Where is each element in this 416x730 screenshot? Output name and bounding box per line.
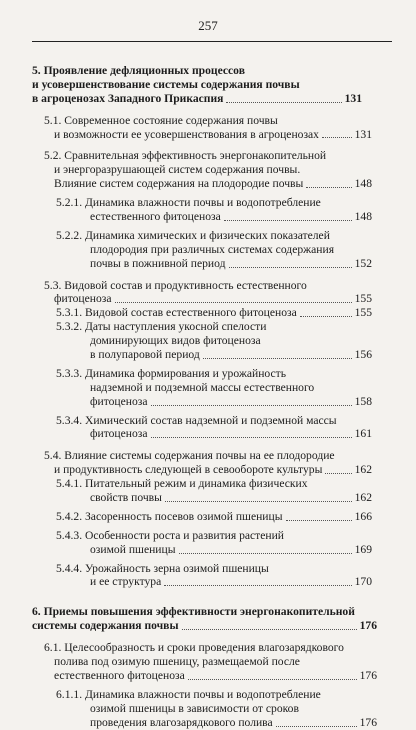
toc-entry-line [56,229,372,243]
toc-entry [32,64,362,106]
toc-entry-text: фитоценоза [54,292,112,306]
toc-page-number: 131 [344,91,362,105]
toc-entry-text: Влияние систем содержания на плодородие почвы [54,177,304,191]
toc-entry-text: плодородия при различных системах содержания [90,242,335,256]
toc-entry [56,306,372,320]
toc-entry [56,229,372,271]
toc-entry-text: 5.3.1. Видовой состав естественного фитоценоза [56,306,297,320]
toc-entry-last-line [56,716,377,730]
toc-entry [56,477,372,505]
dot-leader [224,220,352,221]
dot-leader [300,316,352,317]
table-of-contents [32,64,394,730]
toc-entry-text: и ее структура [90,575,162,589]
dot-leader [286,520,352,521]
toc-page-number: 176 [359,619,377,633]
toc-entry [56,320,372,362]
toc-entry-text: 5.4.1. Питательный режим и динамика физических [56,477,308,491]
toc-entry-text: естественного фитоценоза [90,210,221,223]
toc-entry-text: почвы в пожнивной период [90,256,226,270]
toc-entry-line [44,149,372,163]
toc-entry [56,688,377,730]
toc-entry-text: и энергоразрушающей систем содержания почвы. [54,163,301,177]
toc-entry-text: 6.1. Целесообразность и сроки проведения влагозарядкового [44,641,344,655]
toc-entry [56,414,372,442]
dot-leader [165,501,352,502]
toc-entry-last-line [56,427,372,441]
dot-leader [179,553,352,554]
toc-entry-text: проведения влагозарядкового полива [90,715,273,729]
toc-entry [32,605,377,633]
toc-entry [56,529,372,557]
toc-entry-line [56,320,372,334]
toc-page-number: 162 [354,463,372,477]
toc-entry-line [32,64,362,78]
toc-entry-text: 6. Приемы повышения эффективности энергонакопительной [32,605,355,619]
toc-page-number: 148 [354,177,372,191]
toc-entry-text: озимой пшеницы [90,542,176,556]
toc-entry-text: в полупаровой период [90,348,200,362]
toc-entry-text: 5.3.2. Даты наступления укосной спелости [56,320,267,334]
toc-entry-line [44,279,372,293]
toc-entry-text: 5.3.3. Динамика формирования и урожайность [56,366,287,380]
toc-entry-text: полива под озимую пшеницу, размещаемой после [54,655,300,669]
toc-entry-line [56,688,377,702]
toc-entry-text: и продуктивность следующей в севообороте культуры [54,463,323,477]
toc-entry-last-line [56,543,372,557]
toc-entry-last-line [44,463,372,477]
toc-entry-text: фитоценоза [90,427,148,441]
toc-entry-text: 5.4. Влияние системы содержания почвы на ее плодородие [44,449,335,463]
toc-entry-last-line [44,177,372,191]
toc-entry-line [56,334,372,348]
toc-entry-last-line [56,395,372,409]
toc-entry-line [56,367,372,381]
toc-entry-text: в агроценозах Западного Прикаспия [32,91,224,105]
toc-page-number: 155 [354,292,372,306]
toc-page-number: 158 [354,394,372,408]
toc-entry-last-line [56,257,372,271]
toc-entry-line [56,381,372,395]
toc-entry-text: 5.3. Видовой состав и продуктивность естественного [44,278,307,292]
dot-leader [151,405,352,406]
toc-entry [44,114,372,142]
toc-entry-last-line [44,128,372,142]
dot-leader [182,629,357,630]
toc-entry-text: 5.2.2. Динамика химических и физических показателей [56,228,330,242]
toc-entry-line [56,702,377,716]
toc-entry-last-line [32,92,362,106]
dot-leader [151,437,352,438]
dot-leader [325,473,351,474]
dot-leader [188,679,357,680]
toc-entry-last-line [56,210,372,224]
toc-entry [56,510,372,524]
toc-page-number: 176 [359,715,377,729]
toc-entry-line [32,605,377,619]
toc-page-number: 170 [354,575,372,589]
toc-page-number: 162 [354,491,372,505]
toc-entry-line [32,78,362,92]
toc-entry [44,449,372,477]
toc-entry-line [44,114,372,128]
header-rule [32,41,392,42]
toc-entry-text: 5.4.3. Особенности роста и развития растений [56,528,285,542]
toc-entry-line [56,529,372,543]
toc-entry-text: системы содержания почвы [32,619,179,633]
toc-entry-last-line [32,619,377,633]
dot-leader [203,358,352,359]
toc-entry [56,196,372,224]
toc-entry-last-line [56,348,372,362]
toc-entry [56,367,372,409]
toc-page-number: 176 [359,668,377,682]
toc-entry-line [56,196,372,210]
toc-entry-text: 5.1. Современное состояние содержания почвы [44,113,278,127]
toc-entry-line [44,449,372,463]
toc-page-number: 156 [354,348,372,362]
toc-entry-last-line [44,292,372,306]
toc-page-number: 161 [354,427,372,441]
toc-entry-line [44,641,377,655]
dot-leader [229,267,352,268]
toc-entry-text: фитоценоза [90,394,148,408]
toc-entry-last-line [56,510,372,524]
dot-leader [164,585,351,586]
dot-leader [322,137,352,138]
toc-entry-last-line [56,576,372,590]
toc-entry-text: 6.1.1. Динамика влажности почвы и водопотребление [56,687,321,701]
toc-entry-line [56,243,372,257]
toc-entry-text: естественного фитоценоза [54,668,185,682]
toc-entry-last-line [56,306,372,320]
toc-entry-text: 5.4.4. Урожайность зерна озимой пшеницы [56,561,269,575]
toc-entry [44,279,372,307]
toc-entry-text: 5. Проявление дефляционных процессов [32,64,245,77]
toc-entry-text: озимой пшеницы в зависимости от сроков [90,701,299,715]
toc-entry-text: свойств почвы [90,491,162,505]
toc-page-number: 148 [354,210,372,223]
toc-page-number: 155 [354,306,372,320]
page-number: 257 [198,18,218,33]
toc-entry-text: и усовершенствование системы содержания почвы [32,77,300,91]
toc-page-number: 131 [354,127,372,141]
toc-entry-text: 5.2.1. Динамика влажности почвы и водопотребление [56,196,321,210]
toc-entry-line [44,655,377,669]
dot-leader [306,187,351,188]
dot-leader [276,726,357,727]
toc-page-number: 169 [354,542,372,556]
toc-entry-text: 5.2. Сравнительная эффективность энергонакопительной [44,149,327,163]
toc-entry-last-line [44,669,377,683]
dot-leader [226,102,341,103]
dot-leader [115,302,352,303]
toc-page-number: 166 [354,509,372,523]
toc-entry [44,149,372,191]
toc-entry-line [56,477,372,491]
toc-entry-line [56,562,372,576]
toc-entry [56,562,372,590]
toc-entry-text: и возможности ее усовершенствования в агроценозах [54,127,319,141]
toc-entry-text: доминирующих видов фитоценоза [90,334,261,348]
toc-entry-line [56,414,372,428]
toc-entry-last-line [56,491,372,505]
toc-entry [44,641,377,683]
toc-page-number: 152 [354,256,372,270]
toc-entry-line [44,163,372,177]
toc-entry-text: 5.3.4. Химический состав надземной и подземной массы [56,413,337,427]
toc-entry-text: 5.4.2. Засоренность посевов озимой пшеницы [56,509,283,523]
toc-entry-text: надземной и подземной массы естественного [90,380,315,394]
